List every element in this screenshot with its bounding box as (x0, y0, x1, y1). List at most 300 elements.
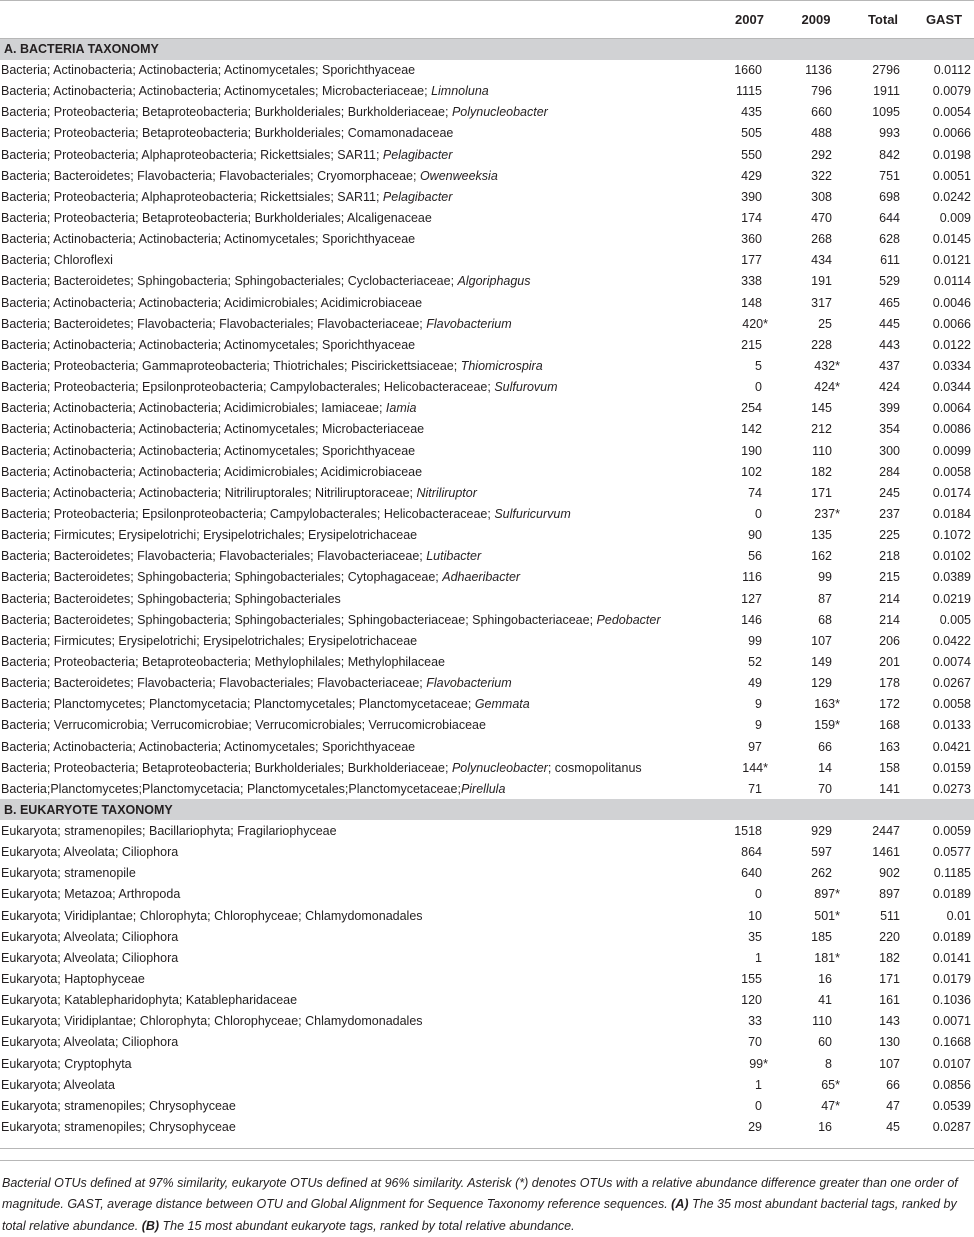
value-gast: 0.0122 (932, 337, 971, 352)
value-2009: 66 (818, 739, 832, 754)
value-gast: 0.0189 (932, 929, 971, 944)
value-2007: 177 (741, 253, 762, 268)
value-gast: 0.0389 (932, 570, 971, 585)
table-row (0, 292, 974, 313)
value-gast: 0.0422 (932, 633, 971, 648)
value-total: 45 (886, 1119, 900, 1134)
taxonomy-cell (0, 229, 719, 250)
table-row (0, 609, 974, 630)
taxonomy-cell (0, 377, 719, 398)
value-2009: 107 (811, 633, 832, 648)
taxonomy-cell (0, 1116, 719, 1137)
table-row (0, 207, 974, 228)
value-2009: 501* (814, 908, 840, 923)
taxonomy-path: Bacteria; Proteobacteria; Betaproteobacteria; Burkholderiales; Alcaligenaceae (1, 211, 432, 226)
taxonomy-path: Bacteria; Firmicutes; Erysipelotrichi; Erysipelotrichales; Erysipelotrichaceae (1, 528, 418, 543)
taxonomy-path: Bacteria; Verrucomicrobia; Verrucomicrobiae; Verrucomicrobiales; Verrucomicrobiaceae (1, 718, 486, 733)
taxonomy-cell (0, 926, 719, 947)
genus-name: Limnoluna (431, 84, 489, 99)
value-gast: 0.0114 (933, 274, 971, 289)
taxonomy-path: Eukaryota; Haptophyceae (1, 971, 145, 986)
value-gast: 0.0856 (932, 1077, 971, 1092)
taxonomy-cell (0, 503, 719, 524)
species-suffix: ; cosmopolitanus (547, 760, 642, 775)
taxonomy-cell (0, 525, 719, 546)
footnote-text-3: The 15 most abundant eukaryote tags, ranked by total relative abundance. (159, 1218, 575, 1233)
table-row (0, 757, 974, 778)
table-row (0, 567, 974, 588)
taxonomy-path: Bacteria; Actinobacteria; Actinobacteria; Nitriliruptorales; Nitriliruptoraceae; (1, 485, 417, 500)
table-row (0, 842, 974, 863)
value-total: 220 (879, 929, 900, 944)
value-gast: 0.0421 (932, 739, 971, 754)
value-2007: 71 (748, 781, 762, 796)
value-total: 107 (879, 1056, 900, 1071)
value-gast: 0.0577 (932, 845, 971, 860)
taxonomy-path: Bacteria; Actinobacteria; Actinobacteria; Acidimicrobiales; Acidimicrobiaceae (1, 295, 423, 310)
header-2007: 2007 (719, 1, 780, 39)
header-total: Total (852, 1, 914, 39)
value-2007: 1115 (736, 84, 762, 99)
taxonomy-path: Bacteria; Bacteroidetes; Sphingobacteria; Sphingobacteriales (1, 591, 341, 606)
table-row (0, 820, 974, 841)
value-total: 245 (879, 485, 900, 500)
taxonomy-cell (0, 778, 719, 799)
table-row (0, 694, 974, 715)
value-2007: 9 (755, 697, 762, 712)
value-2007: 360 (741, 232, 762, 247)
value-2009: 129 (811, 676, 832, 691)
value-2009: 60 (818, 1035, 832, 1050)
table-row (0, 1116, 974, 1137)
value-gast: 0.0141 (932, 950, 971, 965)
value-total: 178 (879, 676, 900, 691)
value-gast: 0.0058 (932, 697, 971, 712)
value-2007: 116 (742, 570, 762, 585)
value-gast: 0.1185 (933, 866, 971, 881)
value-gast: 0.0189 (932, 887, 971, 902)
table-row (0, 229, 974, 250)
taxonomy-cell (0, 863, 719, 884)
taxonomy-path: Eukaryota; Viridiplantae; Chlorophyta; Chlorophyceae; Chlamydomonadales (1, 1014, 423, 1029)
taxonomy-path: Eukaryota; Alveolata (1, 1077, 115, 1092)
value-total: 215 (879, 570, 900, 585)
taxonomy-cell (0, 842, 719, 863)
value-2007: 120 (741, 993, 762, 1008)
table-row (0, 1074, 974, 1095)
genus-name: Algoriphagus (457, 274, 531, 289)
value-total: 141 (879, 781, 900, 796)
value-total: 424 (879, 380, 900, 395)
value-gast: 0.0046 (932, 295, 971, 310)
value-gast: 0.0344 (932, 380, 971, 395)
table-row (0, 398, 974, 419)
taxonomy-path: Eukaryota; Viridiplantae; Chlorophyta; Chlorophyceae; Chlamydomonadales (1, 908, 423, 923)
table-row (0, 419, 974, 440)
taxonomy-path: Eukaryota; stramenopile (1, 866, 136, 881)
value-2009: 424* (814, 380, 840, 395)
value-total: 158 (879, 760, 900, 775)
taxonomy-cell (0, 250, 719, 271)
value-2009: 308 (811, 189, 832, 204)
genus-name: Lutibacter (426, 549, 482, 564)
value-2009: 897* (814, 887, 840, 902)
taxonomy-path: Bacteria; Actinobacteria; Actinobacteria; Acidimicrobiales; Acidimicrobiaceae (1, 464, 423, 479)
value-total: 354 (879, 422, 900, 437)
taxonomy-path: Eukaryota; stramenopiles; Chrysophyceae (1, 1098, 236, 1113)
taxonomy-cell (0, 1011, 719, 1032)
value-2007: 10 (748, 908, 762, 923)
table-row (0, 525, 974, 546)
table-row (0, 440, 974, 461)
value-gast: 0.0079 (932, 84, 971, 99)
taxonomy-path: Bacteria; Chloroflexi (1, 253, 113, 268)
value-total: 214 (879, 591, 900, 606)
taxonomy-cell (0, 186, 719, 207)
value-2007: 864 (741, 845, 762, 860)
taxonomy-cell (0, 165, 719, 186)
value-2007: 0 (755, 380, 762, 395)
table-row (0, 60, 974, 81)
value-total: 143 (879, 1014, 900, 1029)
value-2007: 99* (749, 1056, 768, 1071)
value-gast: 0.01 (946, 908, 971, 923)
value-2007: 35 (748, 929, 762, 944)
footnote-text-1: Bacterial OTUs defined at 97% similarity, eukaryote OTUs defined at 96% similarity. Asterisk (*) denotes OTUs with a relative abundance difference greater than one order of magnitude. GAST, average distance between OTU and Global Alignment for Sequence Taxonomy reference sequences. (2, 1175, 958, 1212)
taxonomy-path: Eukaryota; Alveolata; Ciliophora (1, 950, 179, 965)
value-2009: 470 (811, 211, 832, 226)
value-2007: 1 (755, 950, 762, 965)
taxonomy-path: Bacteria; Bacteroidetes; Sphingobacteria; Sphingobacteriales; Cyclobacteriaceae; (1, 274, 458, 289)
value-2009: 434 (811, 253, 832, 268)
genus-name: Owenweeksia (419, 168, 498, 183)
taxonomy-path: Bacteria; Actinobacteria; Actinobacteria; Acidimicrobiales; Iamiaceae; (1, 401, 386, 416)
value-total: 206 (879, 633, 900, 648)
taxonomy-cell (0, 905, 719, 926)
value-gast: 0.0071 (932, 1014, 971, 1029)
table-row (0, 947, 974, 968)
taxonomy-cell (0, 736, 719, 757)
table-row (0, 313, 974, 334)
taxonomy-cell (0, 694, 719, 715)
value-2007: 215 (741, 337, 762, 352)
value-gast: 0.0066 (932, 126, 971, 141)
taxonomy-path: Bacteria; Proteobacteria; Betaproteobacteria; Burkholderiales; Burkholderiaceae; (1, 105, 452, 120)
table-footnote (0, 1160, 974, 1237)
taxonomy-cell (0, 207, 719, 228)
section-title: B. EUKARYOTE TAXONOMY (4, 802, 173, 817)
value-2007: 0 (755, 1098, 762, 1113)
value-2009: 110 (812, 443, 832, 458)
value-gast: 0.0242 (932, 189, 971, 204)
value-gast: 0.0219 (932, 591, 971, 606)
value-2007: 144* (742, 760, 768, 775)
value-total: 66 (886, 1077, 900, 1092)
value-2007: 102 (741, 464, 762, 479)
table-row (0, 588, 974, 609)
value-total: 2447 (872, 823, 900, 838)
value-total: 445 (879, 316, 900, 331)
value-2009: 212 (811, 422, 832, 437)
table-row (0, 651, 974, 672)
table-row (0, 630, 974, 651)
value-gast: 0.0198 (932, 147, 971, 162)
table-row (0, 884, 974, 905)
value-total: 172 (879, 697, 900, 712)
value-2007: 29 (748, 1119, 762, 1134)
taxonomy-cell (0, 313, 719, 334)
value-2007: 9 (755, 718, 762, 733)
value-total: 130 (879, 1035, 900, 1050)
value-gast: 0.0086 (932, 422, 971, 437)
taxonomy-cell (0, 60, 719, 81)
taxonomy-path: Eukaryota; Alveolata; Ciliophora (1, 1035, 179, 1050)
genus-name: Pedobacter (596, 612, 661, 627)
taxonomy-path: Bacteria; Proteobacteria; Gammaproteobacteria; Thiotrichales; Piscirickettsiaceae; (1, 359, 461, 374)
value-total: 628 (879, 232, 900, 247)
value-total: 644 (879, 211, 900, 226)
table-body (0, 39, 974, 1138)
value-2007: 1660 (734, 63, 762, 78)
value-total: 897 (879, 887, 900, 902)
value-2007: 640 (741, 866, 762, 881)
taxonomy-cell (0, 884, 719, 905)
genus-name: Sulfurovum (494, 380, 558, 395)
value-2007: 146 (741, 612, 762, 627)
value-gast: 0.0159 (932, 760, 971, 775)
value-total: 201 (879, 655, 900, 669)
taxonomy-cell (0, 398, 719, 419)
value-gast: 0.0287 (932, 1119, 971, 1134)
value-2007: 33 (748, 1014, 762, 1029)
value-gast: 0.0064 (932, 401, 971, 416)
value-2009: 159* (814, 718, 840, 733)
value-gast: 0.1072 (932, 528, 971, 543)
value-total: 1095 (872, 105, 900, 120)
genus-name: Pelagibacter (382, 189, 453, 204)
value-2009: 292 (811, 147, 832, 162)
value-2009: 185 (811, 929, 832, 944)
value-total: 511 (880, 908, 900, 923)
taxonomy-path: Bacteria; Proteobacteria; Epsilonproteobacteria; Campylobacterales; Helicobacteraceae; (1, 380, 495, 395)
value-2009: 660 (811, 105, 832, 120)
taxonomy-path: Bacteria; Actinobacteria; Actinobacteria; Actinomycetales; Microbacteriaceae (1, 422, 425, 437)
table-row (0, 482, 974, 503)
section-title: A. BACTERIA TAXONOMY (4, 42, 159, 57)
value-total: 993 (879, 126, 900, 141)
taxonomy-cell (0, 1032, 719, 1053)
taxonomy-path: Bacteria; Planctomycetes; Planctomycetacia; Planctomycetales; Planctomycetaceae; (1, 697, 475, 712)
genus-name: Gemmata (474, 697, 530, 712)
taxonomy-path: Eukaryota; Metazoa; Arthropoda (1, 887, 181, 902)
table-row (0, 1095, 974, 1116)
value-2007: 174 (741, 211, 762, 226)
value-2007: 74 (748, 485, 762, 500)
value-2007: 49 (748, 676, 762, 691)
value-2007: 390 (741, 189, 762, 204)
value-gast: 0.009 (939, 211, 971, 226)
value-2007: 190 (741, 443, 762, 458)
value-2007: 420* (742, 316, 768, 331)
taxonomy-cell (0, 1074, 719, 1095)
genus-name: Pirellula (460, 781, 506, 796)
value-gast: 0.0184 (932, 507, 971, 522)
value-total: 1461 (872, 845, 900, 860)
taxonomy-path: Bacteria;Planctomycetes;Planctomycetacia; Planctomycetales;Planctomycetaceae; (1, 781, 461, 796)
value-total: 47 (886, 1098, 900, 1113)
value-2009: 162 (811, 549, 832, 564)
value-2009: 47* (821, 1098, 840, 1113)
value-total: 698 (879, 189, 900, 204)
value-2007: 1518 (734, 823, 762, 838)
genus-name: Flavobacterium (426, 316, 512, 331)
value-2007: 435 (741, 105, 762, 120)
value-total: 529 (879, 274, 900, 289)
section-header-row (0, 799, 974, 820)
header-gast: GAST (914, 1, 974, 39)
taxonomy-path: Bacteria; Firmicutes; Erysipelotrichi; Erysipelotrichales; Erysipelotrichaceae (1, 633, 418, 648)
value-total: 300 (879, 443, 900, 458)
value-gast: 0.0107 (932, 1056, 971, 1071)
table-row (0, 123, 974, 144)
value-2009: 99 (818, 570, 832, 585)
value-gast: 0.0539 (932, 1098, 971, 1113)
value-gast: 0.0267 (932, 676, 971, 691)
value-gast: 0.0074 (932, 655, 971, 669)
table-row (0, 355, 974, 376)
table-row (0, 334, 974, 355)
value-total: 2796 (872, 63, 900, 78)
footnote-text-2: The 35 most abundant bacterial tags, ranked by total relative abundance. (2, 1197, 957, 1233)
value-2009: 929 (811, 823, 832, 838)
genus-name: Polynucleobacter (451, 760, 548, 775)
taxonomy-path: Eukaryota; stramenopiles; Bacillariophyta; Fragilariophyceae (1, 823, 337, 838)
footnote-label-b: (B) (141, 1218, 160, 1233)
value-2007: 90 (748, 528, 762, 543)
taxonomy-path: Bacteria; Actinobacteria; Actinobacteria; Actinomycetales; Sporichthyaceae (1, 63, 416, 78)
taxonomy-path: Bacteria; Actinobacteria; Actinobacteria; Actinomycetales; Microbacteriaceae; (1, 84, 432, 99)
value-2009: 135 (811, 528, 832, 543)
taxonomy-cell (0, 440, 719, 461)
value-2007: 97 (748, 739, 762, 754)
taxonomy-cell (0, 144, 719, 165)
value-2009: 68 (818, 612, 832, 627)
value-2009: 796 (811, 84, 832, 99)
table-row (0, 778, 974, 799)
table-row (0, 144, 974, 165)
taxonomy-cell (0, 292, 719, 313)
value-total: 1911 (873, 84, 900, 99)
value-gast: 0.0059 (932, 823, 971, 838)
value-gast: 0.0058 (932, 464, 971, 479)
value-gast: 0.0334 (932, 359, 971, 374)
taxonomy-path: Eukaryota; stramenopiles; Chrysophyceae (1, 1119, 236, 1134)
value-total: 218 (879, 549, 900, 564)
value-gast: 0.0054 (932, 105, 971, 120)
value-total: 161 (879, 993, 900, 1008)
value-2009: 262 (811, 866, 832, 881)
table-row (0, 1053, 974, 1074)
taxonomy-path: Bacteria; Proteobacteria; Betaproteobacteria; Burkholderiales; Comamonadaceae (1, 126, 454, 141)
table-row (0, 715, 974, 736)
table-bottom-rule (0, 1138, 974, 1149)
value-total: 171 (879, 971, 900, 986)
value-total: 751 (879, 168, 900, 183)
table-row (0, 990, 974, 1011)
value-total: 842 (879, 147, 900, 162)
taxonomy-cell (0, 651, 719, 672)
table-row (0, 1011, 974, 1032)
table-row (0, 503, 974, 524)
value-2009: 488 (811, 126, 832, 141)
value-total: 163 (879, 739, 900, 754)
taxonomy-path: Bacteria; Proteobacteria; Alphaproteobacteria; Rickettsiales; SAR11; (1, 147, 383, 162)
value-total: 237 (879, 507, 900, 522)
table-row (0, 673, 974, 694)
value-gast: 0.0179 (932, 971, 971, 986)
value-gast: 0.0066 (932, 316, 971, 331)
header-2009: 2009 (780, 1, 852, 39)
value-2009: 87 (818, 591, 832, 606)
taxonomy-cell (0, 271, 719, 292)
table-row (0, 250, 974, 271)
genus-name: Nitriliruptor (416, 485, 477, 500)
taxonomy-path: Bacteria; Proteobacteria; Betaproteobacteria; Burkholderiales; Burkholderiaceae; (1, 760, 452, 775)
value-2009: 16 (818, 971, 832, 986)
taxonomy-cell (0, 1053, 719, 1074)
value-gast: 0.0273 (932, 781, 971, 796)
taxonomy-cell (0, 81, 719, 102)
value-total: 902 (879, 866, 900, 881)
table-row (0, 377, 974, 398)
taxonomy-cell (0, 673, 719, 694)
taxonomy-path: Bacteria; Bacteroidetes; Sphingobacteria; Sphingobacteriales; Cytophagaceae; (1, 570, 443, 585)
taxonomy-path: Bacteria; Bacteroidetes; Flavobacteria; Flavobacteriales; Flavobacteriaceae; (1, 316, 427, 331)
value-total: 214 (879, 612, 900, 627)
value-2009: 432* (814, 359, 840, 374)
value-2007: 505 (741, 126, 762, 141)
taxonomy-path: Bacteria; Bacteroidetes; Flavobacteria; Flavobacteriales; Flavobacteriaceae; (1, 676, 427, 691)
value-total: 399 (879, 401, 900, 416)
taxonomy-cell (0, 630, 719, 651)
value-2009: 163* (814, 697, 840, 712)
value-2009: 228 (811, 337, 832, 352)
value-2009: 65* (821, 1077, 840, 1092)
taxonomy-cell (0, 419, 719, 440)
value-total: 168 (879, 718, 900, 733)
value-gast: 0.0099 (932, 443, 971, 458)
value-2007: 550 (741, 147, 762, 162)
value-2009: 181* (814, 950, 840, 965)
value-gast: 0.0174 (932, 485, 971, 500)
genus-name: Pelagibacter (382, 147, 453, 162)
value-total: 611 (880, 253, 900, 268)
value-2009: 14 (818, 760, 832, 775)
value-total: 284 (879, 464, 900, 479)
value-total: 225 (879, 528, 900, 543)
value-2009: 1136 (805, 63, 832, 78)
table-row (0, 863, 974, 884)
table-row (0, 736, 974, 757)
value-2007: 148 (741, 295, 762, 310)
taxonomy-cell (0, 820, 719, 841)
value-2009: 268 (811, 232, 832, 247)
value-2009: 597 (811, 845, 832, 860)
value-2009: 8 (825, 1056, 832, 1071)
table-row (0, 1032, 974, 1053)
taxonomy-path: Bacteria; Actinobacteria; Actinobacteria; Actinomycetales; Sporichthyaceae (1, 443, 416, 458)
value-2007: 338 (741, 274, 762, 289)
